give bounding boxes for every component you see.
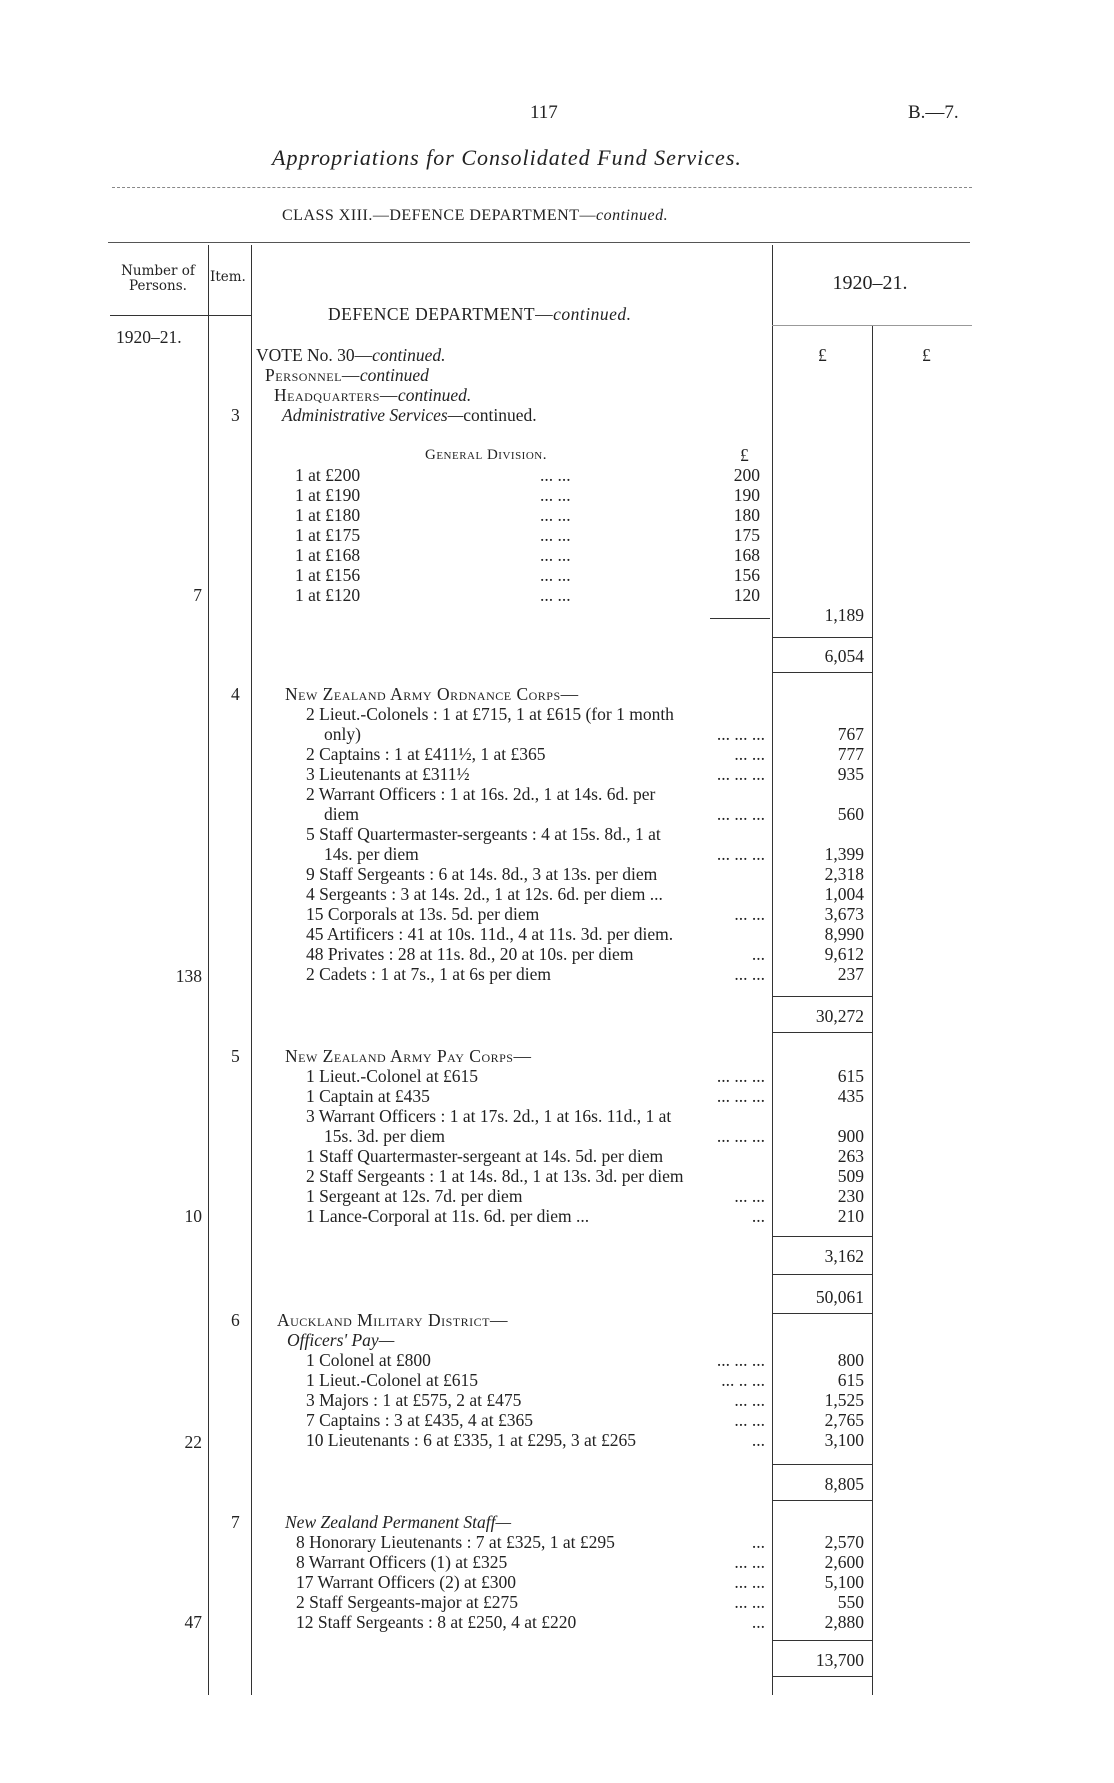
administrative-prefix: Administrative Services— xyxy=(282,405,464,425)
general-division-row-label: 1 at £190 xyxy=(295,485,361,505)
officers-pay-heading: Officers' Pay— xyxy=(287,1330,395,1350)
ordnance-line-amount: 2,318 xyxy=(824,864,864,884)
leader-dots: ... ... xyxy=(734,1572,765,1592)
title-rule xyxy=(112,187,972,188)
pay-corps-line-amount: 509 xyxy=(837,1166,864,1186)
auckland-line-label: 10 Lieutenants : 6 at £335, 1 at £295, 3 at £265 xyxy=(306,1430,637,1450)
col-divider-subtotals xyxy=(872,325,873,1695)
pay-corps-line-amount: 210 xyxy=(837,1206,864,1226)
leader-dots: ... xyxy=(751,944,765,964)
leader-dots: ... ... ... xyxy=(716,844,765,864)
auckland-line-amount: 1,525 xyxy=(824,1390,864,1410)
leader-dots: ... ... xyxy=(540,545,571,565)
persons-item-5: 10 xyxy=(184,1206,202,1226)
auckland-line-label: 1 Colonel at £800 xyxy=(306,1350,431,1370)
auckland-line-label: 7 Captains : 3 at £435, 4 at £365 xyxy=(306,1410,533,1430)
page-title: Appropriations for Consolidated Fund Services. xyxy=(272,145,742,170)
personnel-heading xyxy=(265,365,429,385)
header-item: Item. xyxy=(210,269,246,285)
pay-corps-line-label: 1 Lance-Corporal at 11s. 6d. per diem ... xyxy=(306,1206,590,1226)
rule-before-6054 xyxy=(772,637,872,638)
permanent-staff-line-amount: 2,570 xyxy=(824,1532,864,1552)
general-division-row-label: 1 at £180 xyxy=(295,505,361,525)
general-division-row-amount: 120 xyxy=(733,585,760,605)
general-division-row-amount: 156 xyxy=(733,565,760,585)
general-division-row-label: 1 at £156 xyxy=(295,565,361,585)
department-title-prefix: DEFENCE DEPARTMENT— xyxy=(328,304,554,324)
header-number-of-persons: Number of Persons. xyxy=(121,263,195,294)
pay-corps-line-amount: 615 xyxy=(837,1066,864,1086)
general-division-row-label: 1 at £200 xyxy=(295,465,361,485)
item-4-number: 4 xyxy=(231,684,240,704)
item-5-number: 5 xyxy=(231,1046,240,1066)
personnel-prefix: Personnel— xyxy=(265,365,360,385)
general-division-row-amount: 168 xyxy=(733,545,760,565)
ordnance-line-amount: 1,004 xyxy=(824,884,864,904)
permanent-staff-total: 13,700 xyxy=(815,1650,864,1670)
auckland-line-amount: 615 xyxy=(837,1370,864,1390)
ordnance-line-amount: 1,399 xyxy=(824,844,864,864)
department-title-suffix: continued. xyxy=(553,304,632,324)
permanent-staff-line-label: 2 Staff Sergeants-major at £275 xyxy=(296,1592,518,1612)
pay-corps-line-amount: 230 xyxy=(837,1186,864,1206)
leader-dots: ... ... xyxy=(734,964,765,984)
persons-item-3: 7 xyxy=(193,585,202,605)
leader-dots: ... ... xyxy=(734,1552,765,1572)
ordnance-line-amount: 560 xyxy=(837,804,864,824)
ordnance-line-amount: 237 xyxy=(837,964,864,984)
rule-before-8805 xyxy=(772,1464,872,1465)
permanent-staff-line-label: 8 Honorary Lieutenants : 7 at £325, 1 at £295 xyxy=(296,1532,615,1552)
ordnance-line-label: 4 Sergeants : 3 at 14s. 2d., 1 at 12s. 6d. per diem ... xyxy=(306,884,663,904)
ordnance-total: 30,272 xyxy=(815,1006,864,1026)
year-left: 1920–21. xyxy=(116,327,182,347)
leader-dots: ... ... xyxy=(734,1390,765,1410)
pay-corps-line-amount: 900 xyxy=(837,1126,864,1146)
department-title xyxy=(328,304,632,324)
pay-corps-heading: New Zealand Army Pay Corps— xyxy=(285,1046,532,1066)
personnel-suffix: continued xyxy=(359,365,429,385)
pay-corps-line-amount: 263 xyxy=(837,1146,864,1166)
ordnance-line-amount: 9,612 xyxy=(824,944,864,964)
permanent-staff-line-amount: 550 xyxy=(837,1592,864,1612)
leader-dots: ... xyxy=(751,1206,765,1226)
pay-corps-total: 3,162 xyxy=(824,1246,864,1266)
permanent-staff-line-label: 12 Staff Sergeants : 8 at £250, 4 at £220 xyxy=(296,1612,577,1632)
class-heading-suffix: continued. xyxy=(595,207,669,224)
general-division-pound: £ xyxy=(740,445,749,465)
general-division-subtotal: 1,189 xyxy=(824,605,864,625)
auckland-total: 8,805 xyxy=(824,1474,864,1494)
headquarters-heading xyxy=(274,385,471,405)
rule-after-3162 xyxy=(772,1274,872,1275)
leader-dots: ... ... ... xyxy=(716,1126,765,1146)
header-rule-left xyxy=(110,315,251,316)
rule-after-6054 xyxy=(772,672,872,673)
auckland-line-amount: 2,765 xyxy=(824,1410,864,1430)
leader-dots: ... ... xyxy=(540,505,571,525)
leader-dots: ... ... xyxy=(734,904,765,924)
permanent-staff-line-label: 17 Warrant Officers (2) at £300 xyxy=(296,1572,517,1592)
leader-dots: ... ... xyxy=(540,465,571,485)
rule-before-30272 xyxy=(772,996,872,997)
pound-col-1: £ xyxy=(818,345,827,365)
general-division-row-amount: 200 xyxy=(733,465,760,485)
leader-dots: ... ... xyxy=(734,1592,765,1612)
leader-dots: ... ... ... xyxy=(716,1066,765,1086)
ordnance-line-label: 2 Captains : 1 at £411½, 1 at £365 xyxy=(306,744,546,764)
general-division-row-amount: 190 xyxy=(733,485,760,505)
leader-dots: ... xyxy=(751,1532,765,1552)
ordnance-line-label: 14s. per diem xyxy=(324,844,419,864)
permanent-staff-line-label: 8 Warrant Officers (1) at £325 xyxy=(296,1552,508,1572)
administrative-suffix: continued. xyxy=(463,405,537,425)
vote-heading xyxy=(256,345,446,365)
pay-corps-line-label: 3 Warrant Officers : 1 at 17s. 2d., 1 at 16s. 11d., 1 at xyxy=(306,1106,672,1126)
pay-corps-line-label: 1 Captain at £435 xyxy=(306,1086,430,1106)
leader-dots: ... ... ... xyxy=(716,1086,765,1106)
permanent-staff-line-amount: 2,600 xyxy=(824,1552,864,1572)
leader-dots: ... xyxy=(751,1612,765,1632)
ordnance-line-label: 2 Lieut.-Colonels : 1 at £715, 1 at £615 (for 1 month xyxy=(306,704,674,724)
leader-dots: ... ... ... xyxy=(716,764,765,784)
persons-item-4: 138 xyxy=(175,966,202,986)
leader-dots: ... ... xyxy=(734,744,765,764)
general-division-row-label: 1 at £120 xyxy=(295,585,361,605)
col-divider-item xyxy=(251,245,252,1695)
pound-col-2: £ xyxy=(922,345,931,365)
table-top-rule xyxy=(108,242,970,243)
item-3-number: 3 xyxy=(231,405,240,425)
rule-after-30272 xyxy=(772,1032,872,1033)
headquarters-suffix: continued. xyxy=(397,385,472,405)
ordnance-line-label: diem xyxy=(324,804,359,824)
col-divider-description xyxy=(772,245,773,1695)
leader-dots: ... .. ... xyxy=(721,1370,765,1390)
leader-dots: ... ... xyxy=(540,585,571,605)
permanent-staff-line-amount: 2,880 xyxy=(824,1612,864,1632)
ordnance-line-label: 3 Lieutenants at £311½ xyxy=(306,764,470,784)
auckland-line-label: 3 Majors : 1 at £575, 2 at £475 xyxy=(306,1390,522,1410)
pay-corps-line-label: 1 Staff Quartermaster-sergeant at 14s. 5d. per diem xyxy=(306,1146,664,1166)
administrative-heading xyxy=(282,405,537,425)
ordnance-line-amount: 8,990 xyxy=(824,924,864,944)
rule-after-50061 xyxy=(772,1313,872,1314)
document-code: B.—7. xyxy=(908,102,959,123)
headquarters-prefix: Headquarters— xyxy=(274,385,398,405)
rule-after-8805 xyxy=(772,1500,872,1501)
class-heading xyxy=(282,206,668,226)
general-division-row-label: 1 at £175 xyxy=(295,525,361,545)
ordnance-heading: New Zealand Army Ordnance Corps— xyxy=(285,684,579,704)
ordnance-line-amount: 935 xyxy=(837,764,864,784)
ordnance-line-amount: 767 xyxy=(837,724,864,744)
ordnance-line-amount: 3,673 xyxy=(824,904,864,924)
ordnance-line-label: 15 Corporals at 13s. 5d. per diem xyxy=(306,904,540,924)
general-division-row-amount: 175 xyxy=(733,525,760,545)
rule-after-13700 xyxy=(772,1676,872,1677)
rule-before-3162 xyxy=(772,1236,872,1237)
permanent-staff-line-amount: 5,100 xyxy=(824,1572,864,1592)
item-6-number: 6 xyxy=(231,1310,240,1330)
class-heading-prefix: CLASS XIII.—DEFENCE DEPARTMENT— xyxy=(282,207,596,224)
page-number: 117 xyxy=(530,102,558,123)
general-division-heading: General Division. xyxy=(425,447,547,463)
ordnance-line-label: 5 Staff Quartermaster-sergeants : 4 at 15s. 8d., 1 at xyxy=(306,824,661,844)
leader-dots: ... ... xyxy=(734,1186,765,1206)
vote-prefix: VOTE No. 30— xyxy=(256,345,373,365)
general-division-rule xyxy=(710,618,770,619)
headquarters-grand-total: 50,061 xyxy=(815,1287,864,1307)
permanent-staff-heading: New Zealand Permanent Staff— xyxy=(285,1512,512,1532)
col-divider-persons xyxy=(208,245,209,1695)
pay-corps-line-label: 2 Staff Sergeants : 1 at 14s. 8d., 1 at 13s. 3d. per diem xyxy=(306,1166,684,1186)
auckland-line-amount: 800 xyxy=(837,1350,864,1370)
persons-item-6: 22 xyxy=(184,1432,202,1452)
pay-corps-line-amount: 435 xyxy=(837,1086,864,1106)
leader-dots: ... ... xyxy=(540,485,571,505)
ordnance-line-label: 2 Cadets : 1 at 7s., 1 at 6s per diem xyxy=(306,964,551,984)
ordnance-line-label: 45 Artificers : 41 at 10s. 11d., 4 at 11s. 3d. per diem. xyxy=(306,924,674,944)
ordnance-line-label: 48 Privates : 28 at 11s. 8d., 20 at 10s. per diem xyxy=(306,944,634,964)
auckland-line-amount: 3,100 xyxy=(824,1430,864,1450)
ordnance-line-label: 9 Staff Sergeants : 6 at 14s. 8d., 3 at 13s. per diem xyxy=(306,864,658,884)
rule-before-13700 xyxy=(772,1640,872,1641)
leader-dots: ... ... xyxy=(540,525,571,545)
header-rule-right xyxy=(772,325,972,326)
leader-dots: ... ... ... xyxy=(716,1350,765,1370)
pay-corps-line-label: 1 Sergeant at 12s. 7d. per diem xyxy=(306,1186,523,1206)
leader-dots: ... xyxy=(751,1430,765,1450)
administrative-total: 6,054 xyxy=(824,646,864,666)
auckland-line-label: 1 Lieut.-Colonel at £615 xyxy=(306,1370,479,1390)
pay-corps-line-label: 15s. 3d. per diem xyxy=(324,1126,446,1146)
vote-suffix: continued. xyxy=(372,345,446,365)
header-year: 1920–21. xyxy=(832,272,908,294)
leader-dots: ... ... ... xyxy=(716,724,765,744)
pay-corps-line-label: 1 Lieut.-Colonel at £615 xyxy=(306,1066,479,1086)
general-division-row-label: 1 at £168 xyxy=(295,545,361,565)
leader-dots: ... ... xyxy=(734,1410,765,1430)
ordnance-line-label: only) xyxy=(324,724,361,744)
ordnance-line-amount: 777 xyxy=(837,744,864,764)
item-7-number: 7 xyxy=(231,1512,240,1532)
auckland-heading: Auckland Military District— xyxy=(277,1310,508,1330)
general-division-row-amount: 180 xyxy=(733,505,760,525)
leader-dots: ... ... xyxy=(540,565,571,585)
persons-item-7: 47 xyxy=(184,1612,202,1632)
leader-dots: ... ... ... xyxy=(716,804,765,824)
ordnance-line-label: 2 Warrant Officers : 1 at 16s. 2d., 1 at 14s. 6d. per xyxy=(306,784,656,804)
